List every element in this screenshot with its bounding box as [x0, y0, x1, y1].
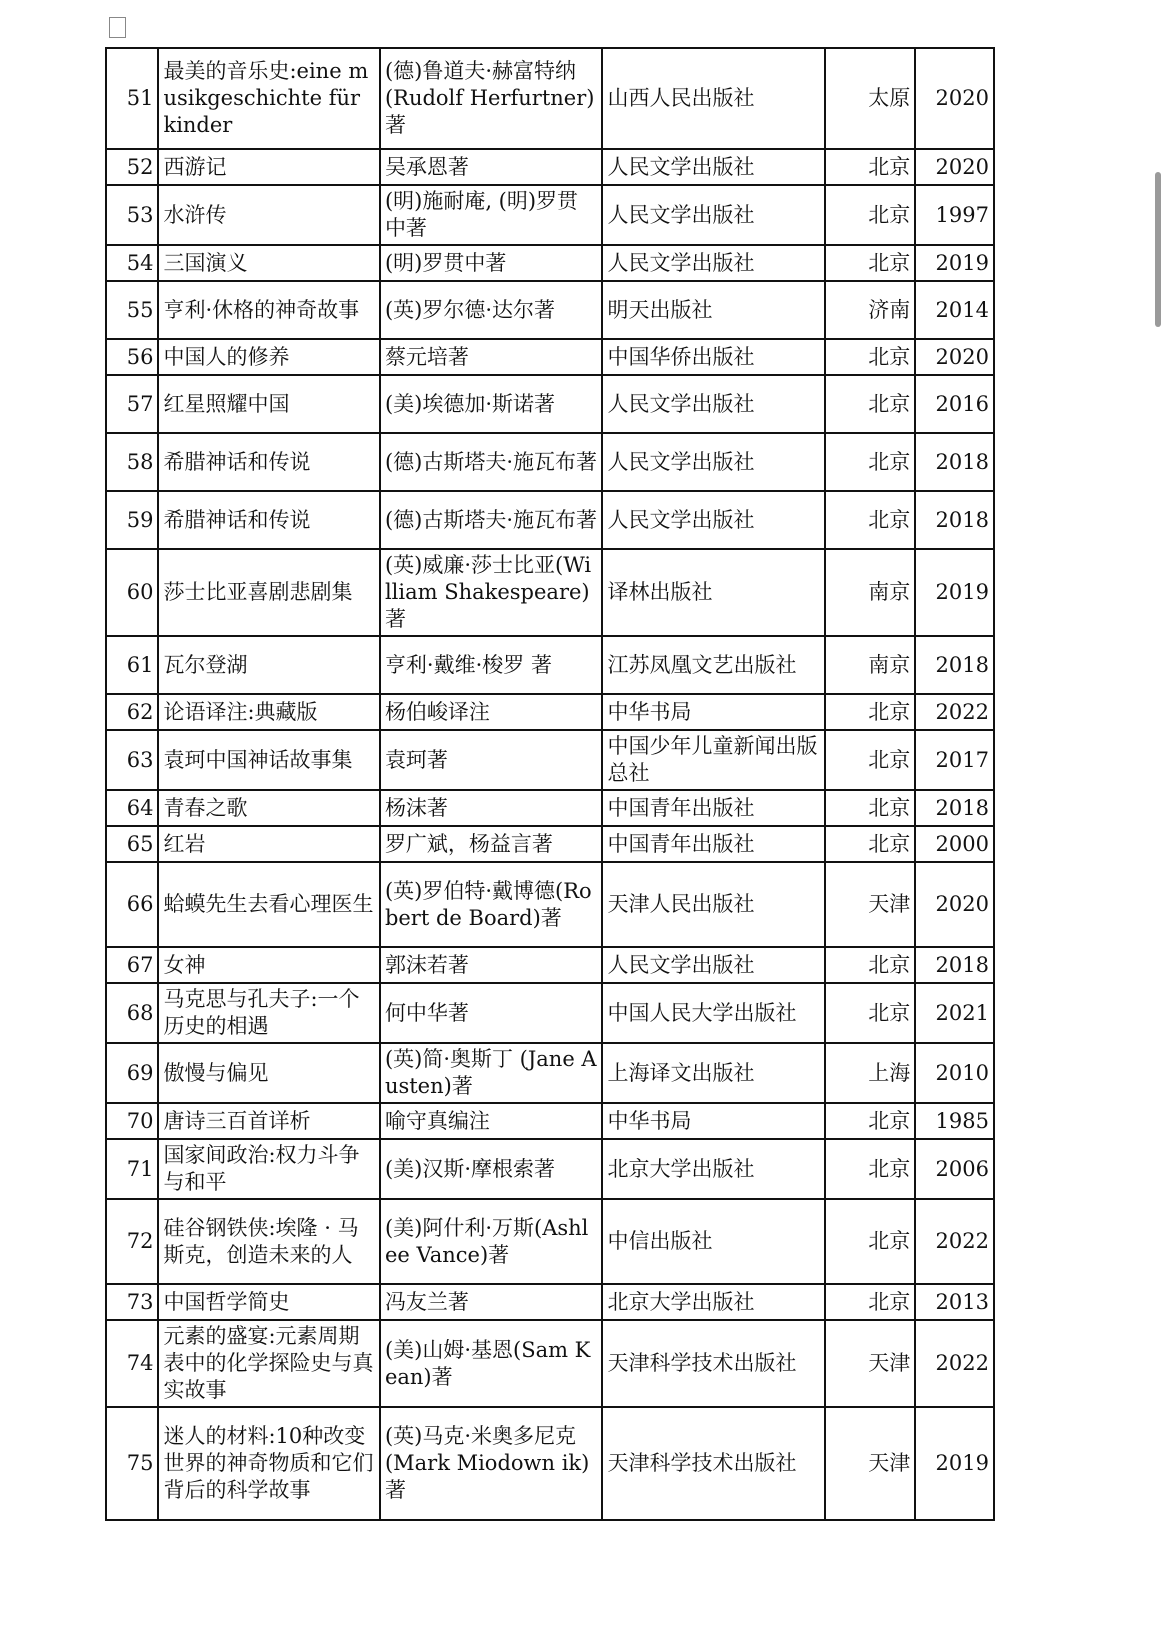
book-title: 希腊神话和传说 [158, 433, 379, 491]
publisher-city: 济南 [825, 281, 915, 339]
publisher-city: 北京 [825, 1199, 915, 1284]
table-row [106, 375, 994, 433]
publisher-city: 北京 [825, 826, 915, 862]
publisher-city: 北京 [825, 433, 915, 491]
book-publisher: 中华书局 [602, 1103, 825, 1139]
publisher-city: 北京 [825, 339, 915, 375]
publication-year: 2006 [915, 1139, 994, 1199]
book-publisher: 中华书局 [602, 694, 825, 730]
table-row [106, 149, 994, 185]
book-author: 杨沫著 [380, 790, 603, 826]
book-author: 袁珂著 [380, 730, 603, 790]
book-title: 马克思与孔夫子:一个历史的相遇 [158, 983, 379, 1043]
book-author: (美)阿什利·万斯(Ashlee Vance)著 [380, 1199, 603, 1284]
book-publisher: 人民文学出版社 [602, 185, 825, 245]
row-number: 51 [106, 48, 158, 149]
book-author: (美)汉斯·摩根索著 [380, 1139, 603, 1199]
book-publisher: 译林出版社 [602, 549, 825, 636]
publication-year: 2021 [915, 983, 994, 1043]
scrollbar-thumb[interactable] [1155, 172, 1161, 327]
table-row [106, 983, 994, 1043]
publication-year: 2020 [915, 149, 994, 185]
book-author: (英)简·奥斯丁 (Jane Austen)著 [380, 1043, 603, 1103]
book-author: (美)埃德加·斯诺著 [380, 375, 603, 433]
book-author: 亨利·戴维·梭罗 著 [380, 636, 603, 694]
table-row [106, 549, 994, 636]
table-row [106, 1103, 994, 1139]
book-publisher: 中国青年出版社 [602, 826, 825, 862]
table-row [106, 48, 994, 149]
publication-year: 2000 [915, 826, 994, 862]
row-number: 55 [106, 281, 158, 339]
row-number: 65 [106, 826, 158, 862]
publisher-city: 上海 [825, 1043, 915, 1103]
book-author: (德)古斯塔夫·施瓦布著 [380, 491, 603, 549]
publisher-city: 北京 [825, 694, 915, 730]
book-publisher: 中国人民大学出版社 [602, 983, 825, 1043]
book-author: 杨伯峻译注 [380, 694, 603, 730]
row-number: 59 [106, 491, 158, 549]
publication-year: 2017 [915, 730, 994, 790]
table-row [106, 1284, 994, 1320]
book-publisher: 上海译文出版社 [602, 1043, 825, 1103]
publisher-city: 北京 [825, 790, 915, 826]
row-number: 58 [106, 433, 158, 491]
book-list-body [106, 48, 994, 1520]
table-row [106, 1199, 994, 1284]
book-list-table [105, 47, 995, 1521]
book-author: (德)鲁道夫·赫富特纳(Rudolf Herfurtner)著 [380, 48, 603, 149]
book-publisher: 北京大学出版社 [602, 1284, 825, 1320]
table-row [106, 433, 994, 491]
book-title: 红岩 [158, 826, 379, 862]
row-number: 66 [106, 862, 158, 947]
publication-year: 2018 [915, 790, 994, 826]
row-number: 57 [106, 375, 158, 433]
book-author: 吴承恩著 [380, 149, 603, 185]
row-number: 72 [106, 1199, 158, 1284]
book-publisher: 山西人民出版社 [602, 48, 825, 149]
book-author: 冯友兰著 [380, 1284, 603, 1320]
book-publisher: 人民文学出版社 [602, 245, 825, 281]
row-number: 71 [106, 1139, 158, 1199]
publication-year: 1997 [915, 185, 994, 245]
table-row [106, 636, 994, 694]
publisher-city: 太原 [825, 48, 915, 149]
book-publisher: 人民文学出版社 [602, 375, 825, 433]
selection-checkbox[interactable] [109, 17, 126, 38]
publisher-city: 北京 [825, 245, 915, 281]
publication-year: 2020 [915, 862, 994, 947]
book-publisher: 天津科学技术出版社 [602, 1320, 825, 1407]
row-number: 74 [106, 1320, 158, 1407]
publisher-city: 北京 [825, 1103, 915, 1139]
publication-year: 2016 [915, 375, 994, 433]
publisher-city: 北京 [825, 730, 915, 790]
row-number: 56 [106, 339, 158, 375]
book-title: 希腊神话和传说 [158, 491, 379, 549]
book-publisher: 天津人民出版社 [602, 862, 825, 947]
row-number: 67 [106, 947, 158, 983]
publisher-city: 北京 [825, 1139, 915, 1199]
publication-year: 2019 [915, 549, 994, 636]
row-number: 73 [106, 1284, 158, 1320]
book-title: 蛤蟆先生去看心理医生 [158, 862, 379, 947]
book-author: (明)罗贯中著 [380, 245, 603, 281]
book-title: 元素的盛宴:元素周期表中的化学探险史与真实故事 [158, 1320, 379, 1407]
book-publisher: 人民文学出版社 [602, 491, 825, 549]
book-title: 唐诗三百首详析 [158, 1103, 379, 1139]
publisher-city: 天津 [825, 1407, 915, 1520]
table-row [106, 947, 994, 983]
table-row [106, 730, 994, 790]
row-number: 75 [106, 1407, 158, 1520]
table-row [106, 339, 994, 375]
book-title: 袁珂中国神话故事集 [158, 730, 379, 790]
book-title: 论语译注:典藏版 [158, 694, 379, 730]
book-title: 最美的音乐史:eine musikgeschichte für kinder [158, 48, 379, 149]
publication-year: 1985 [915, 1103, 994, 1139]
row-number: 62 [106, 694, 158, 730]
publication-year: 2020 [915, 339, 994, 375]
book-author: 蔡元培著 [380, 339, 603, 375]
book-title: 水浒传 [158, 185, 379, 245]
book-author: 何中华著 [380, 983, 603, 1043]
book-title: 傲慢与偏见 [158, 1043, 379, 1103]
table-row [106, 245, 994, 281]
table-row [106, 185, 994, 245]
row-number: 70 [106, 1103, 158, 1139]
row-number: 61 [106, 636, 158, 694]
publication-year: 2022 [915, 1199, 994, 1284]
row-number: 54 [106, 245, 158, 281]
book-publisher: 中信出版社 [602, 1199, 825, 1284]
publication-year: 2010 [915, 1043, 994, 1103]
publication-year: 2018 [915, 636, 994, 694]
table-row [106, 694, 994, 730]
row-number: 63 [106, 730, 158, 790]
book-publisher: 北京大学出版社 [602, 1139, 825, 1199]
publication-year: 2018 [915, 947, 994, 983]
table-row [106, 790, 994, 826]
row-number: 64 [106, 790, 158, 826]
table-row [106, 1139, 994, 1199]
book-author: (英)马克·米奥多尼克(Mark Miodown ik)著 [380, 1407, 603, 1520]
book-author: (德)古斯塔夫·施瓦布著 [380, 433, 603, 491]
book-publisher: 中国少年儿童新闻出版总社 [602, 730, 825, 790]
book-title: 西游记 [158, 149, 379, 185]
publisher-city: 北京 [825, 947, 915, 983]
publication-year: 2019 [915, 1407, 994, 1520]
table-row [106, 826, 994, 862]
book-title: 中国哲学简史 [158, 1284, 379, 1320]
row-number: 60 [106, 549, 158, 636]
publication-year: 2020 [915, 48, 994, 149]
publication-year: 2013 [915, 1284, 994, 1320]
book-publisher: 明天出版社 [602, 281, 825, 339]
row-number: 68 [106, 983, 158, 1043]
publication-year: 2018 [915, 491, 994, 549]
publication-year: 2019 [915, 245, 994, 281]
book-title: 国家间政治:权力斗争与和平 [158, 1139, 379, 1199]
table-row [106, 1320, 994, 1407]
book-title: 瓦尔登湖 [158, 636, 379, 694]
row-number: 52 [106, 149, 158, 185]
book-title: 亨利·休格的神奇故事 [158, 281, 379, 339]
table-row [106, 281, 994, 339]
publication-year: 2018 [915, 433, 994, 491]
publisher-city: 北京 [825, 983, 915, 1043]
table-row [106, 491, 994, 549]
book-title: 青春之歌 [158, 790, 379, 826]
publication-year: 2014 [915, 281, 994, 339]
publisher-city: 南京 [825, 549, 915, 636]
table-row [106, 1407, 994, 1520]
table-row [106, 1043, 994, 1103]
book-author: (英)威廉·莎士比亚(William Shakespeare)著 [380, 549, 603, 636]
book-author: 郭沫若著 [380, 947, 603, 983]
publisher-city: 北京 [825, 375, 915, 433]
book-publisher: 中国青年出版社 [602, 790, 825, 826]
book-title: 女神 [158, 947, 379, 983]
book-publisher: 人民文学出版社 [602, 947, 825, 983]
book-title: 三国演义 [158, 245, 379, 281]
book-publisher: 人民文学出版社 [602, 433, 825, 491]
book-author: 罗广斌，杨益言著 [380, 826, 603, 862]
book-title: 硅谷钢铁侠:埃隆 · 马斯克，创造未来的人 [158, 1199, 379, 1284]
publisher-city: 南京 [825, 636, 915, 694]
book-author: (英)罗尔德·达尔著 [380, 281, 603, 339]
book-publisher: 人民文学出版社 [602, 149, 825, 185]
book-publisher: 中国华侨出版社 [602, 339, 825, 375]
book-author: (明)施耐庵, (明)罗贯中著 [380, 185, 603, 245]
book-title: 红星照耀中国 [158, 375, 379, 433]
publisher-city: 天津 [825, 1320, 915, 1407]
publisher-city: 北京 [825, 149, 915, 185]
table-row [106, 862, 994, 947]
publisher-city: 天津 [825, 862, 915, 947]
book-title: 中国人的修养 [158, 339, 379, 375]
publication-year: 2022 [915, 694, 994, 730]
publisher-city: 北京 [825, 491, 915, 549]
book-author: (英)罗伯特·戴博德(Robert de Board)著 [380, 862, 603, 947]
publisher-city: 北京 [825, 185, 915, 245]
publisher-city: 北京 [825, 1284, 915, 1320]
book-publisher: 江苏凤凰文艺出版社 [602, 636, 825, 694]
book-title: 莎士比亚喜剧悲剧集 [158, 549, 379, 636]
book-publisher: 天津科学技术出版社 [602, 1407, 825, 1520]
book-author: (美)山姆·基恩(Sam Kean)著 [380, 1320, 603, 1407]
book-author: 喻守真编注 [380, 1103, 603, 1139]
row-number: 53 [106, 185, 158, 245]
publication-year: 2022 [915, 1320, 994, 1407]
book-title: 迷人的材料:10种改变世界的神奇物质和它们背后的科学故事 [158, 1407, 379, 1520]
row-number: 69 [106, 1043, 158, 1103]
